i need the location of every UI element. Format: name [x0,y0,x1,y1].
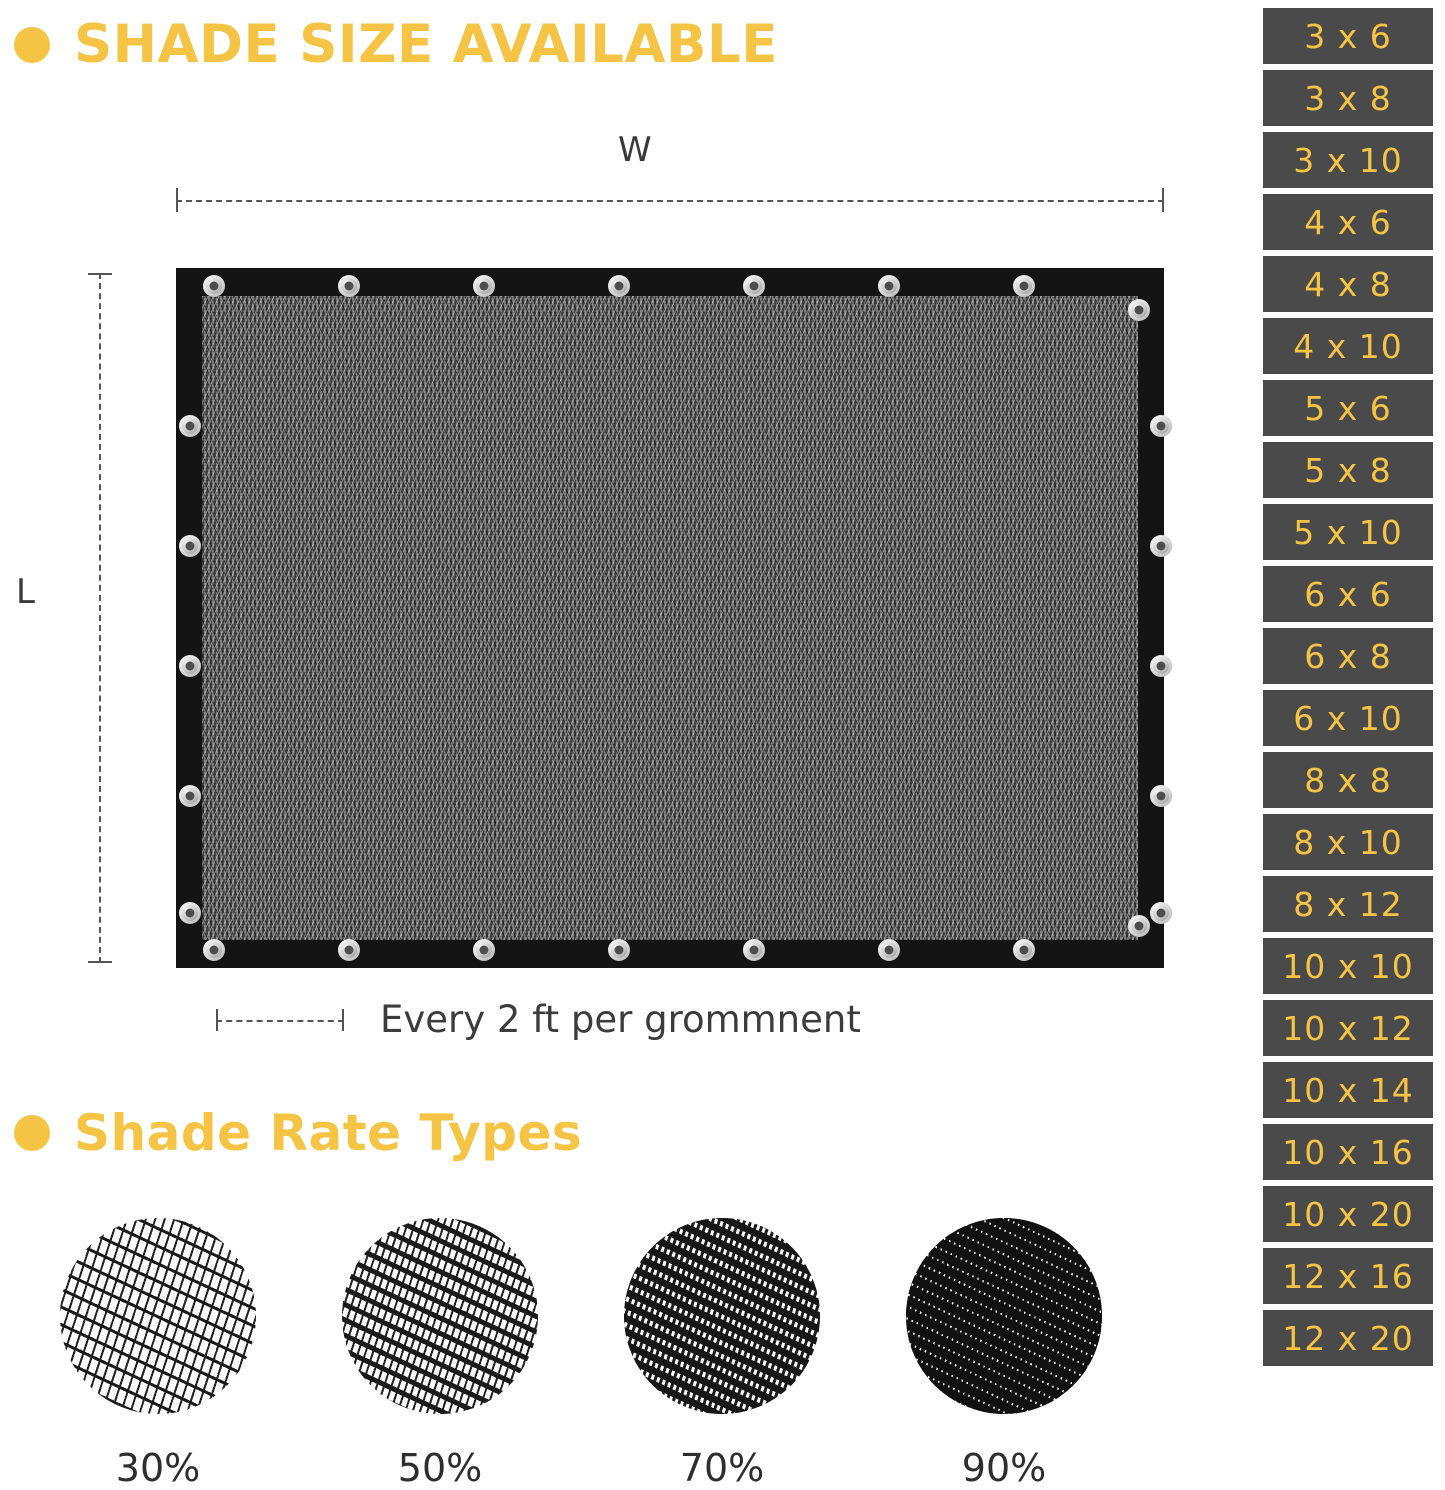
grommet [1013,939,1035,961]
weave-pattern [906,1218,1102,1414]
weave-pattern [342,1218,538,1414]
size-chip: 6 x 8 [1263,628,1433,684]
mesh-50-icon [342,1218,538,1414]
shade-rate-item [60,1218,256,1490]
grommet-spacing-dimension-line [216,1009,344,1031]
size-chip: 3 x 8 [1263,70,1433,126]
size-chip: 8 x 12 [1263,876,1433,932]
grommet [203,275,225,297]
bullet-dot-icon [14,1115,50,1151]
size-chip: 4 x 8 [1263,256,1433,312]
mesh-90-icon [906,1218,1102,1414]
grommet [179,415,201,437]
shade-rate-label: 50% [397,1446,483,1490]
available-sizes-list [1263,8,1433,1366]
grommet [338,275,360,297]
shade-rate-label: 30% [115,1446,201,1490]
size-chip: 10 x 16 [1263,1124,1433,1180]
weave-pattern [624,1218,820,1414]
size-chip: 5 x 6 [1263,380,1433,436]
shade-cloth-diagram [0,120,1250,1080]
weave-pattern [60,1218,256,1414]
shade-rate-list [60,1218,1200,1490]
grommet [1128,299,1150,321]
dimension-dashed-line [216,1020,344,1022]
length-dimension-line [88,273,112,963]
grommet-spacing-text: Every 2 ft per grommnent [380,998,861,1041]
size-chip: 4 x 6 [1263,194,1433,250]
grommet [179,655,201,677]
grommet [1150,655,1172,677]
dimension-cap-right [1162,188,1164,212]
size-chip: 10 x 20 [1263,1186,1433,1242]
size-chip: 10 x 10 [1263,938,1433,994]
grommet [608,275,630,297]
shade-rate-heading-text: Shade Rate Types [74,1104,583,1162]
shade-rate-item [624,1218,820,1490]
shade-rate-item [342,1218,538,1490]
size-chip: 12 x 16 [1263,1248,1433,1304]
grommet [878,275,900,297]
shade-rate-label: 70% [679,1446,765,1490]
grommet [1150,902,1172,924]
dimension-cap-right [342,1009,344,1031]
grommet [473,939,495,961]
grommet [179,785,201,807]
size-chip: 6 x 6 [1263,566,1433,622]
size-chip: 12 x 20 [1263,1310,1433,1366]
mesh-70-icon [624,1218,820,1414]
grommet [1013,275,1035,297]
width-dimension-line [176,188,1164,212]
dimension-cap-bottom [88,961,112,963]
dimension-dashed-line [99,273,101,963]
grommet [179,902,201,924]
grommet [473,275,495,297]
grommet [1150,785,1172,807]
mesh-30-icon [60,1218,256,1414]
grommet [1150,535,1172,557]
grommet [1128,915,1150,937]
size-chip: 3 x 10 [1263,132,1433,188]
size-chip: 5 x 8 [1263,442,1433,498]
size-chip: 10 x 14 [1263,1062,1433,1118]
shade-rate-item [906,1218,1102,1490]
shade-size-heading-text: SHADE SIZE AVAILABLE [74,14,778,75]
size-chip: 8 x 8 [1263,752,1433,808]
dimension-dashed-line [176,200,1164,202]
size-chip: 5 x 10 [1263,504,1433,560]
grommet [1150,415,1172,437]
size-chip: 6 x 10 [1263,690,1433,746]
grommet [203,939,225,961]
grommet [743,275,765,297]
bullet-dot-icon [14,27,50,63]
length-dimension-label: L [16,572,35,612]
size-chip: 10 x 12 [1263,1000,1433,1056]
width-dimension-label: W [618,130,652,170]
grommet [878,939,900,961]
size-chip: 3 x 6 [1263,8,1433,64]
grommet [338,939,360,961]
grommet [179,535,201,557]
size-chip: 4 x 10 [1263,318,1433,374]
shade-size-heading [14,14,778,75]
shade-cloth-panel [176,268,1164,968]
size-chip: 8 x 10 [1263,814,1433,870]
grommet [608,939,630,961]
shade-rate-heading [14,1104,583,1162]
shade-rate-label: 90% [961,1446,1047,1490]
grommet [743,939,765,961]
shade-mesh-texture [202,296,1138,940]
grommet-spacing-caption [216,998,861,1041]
